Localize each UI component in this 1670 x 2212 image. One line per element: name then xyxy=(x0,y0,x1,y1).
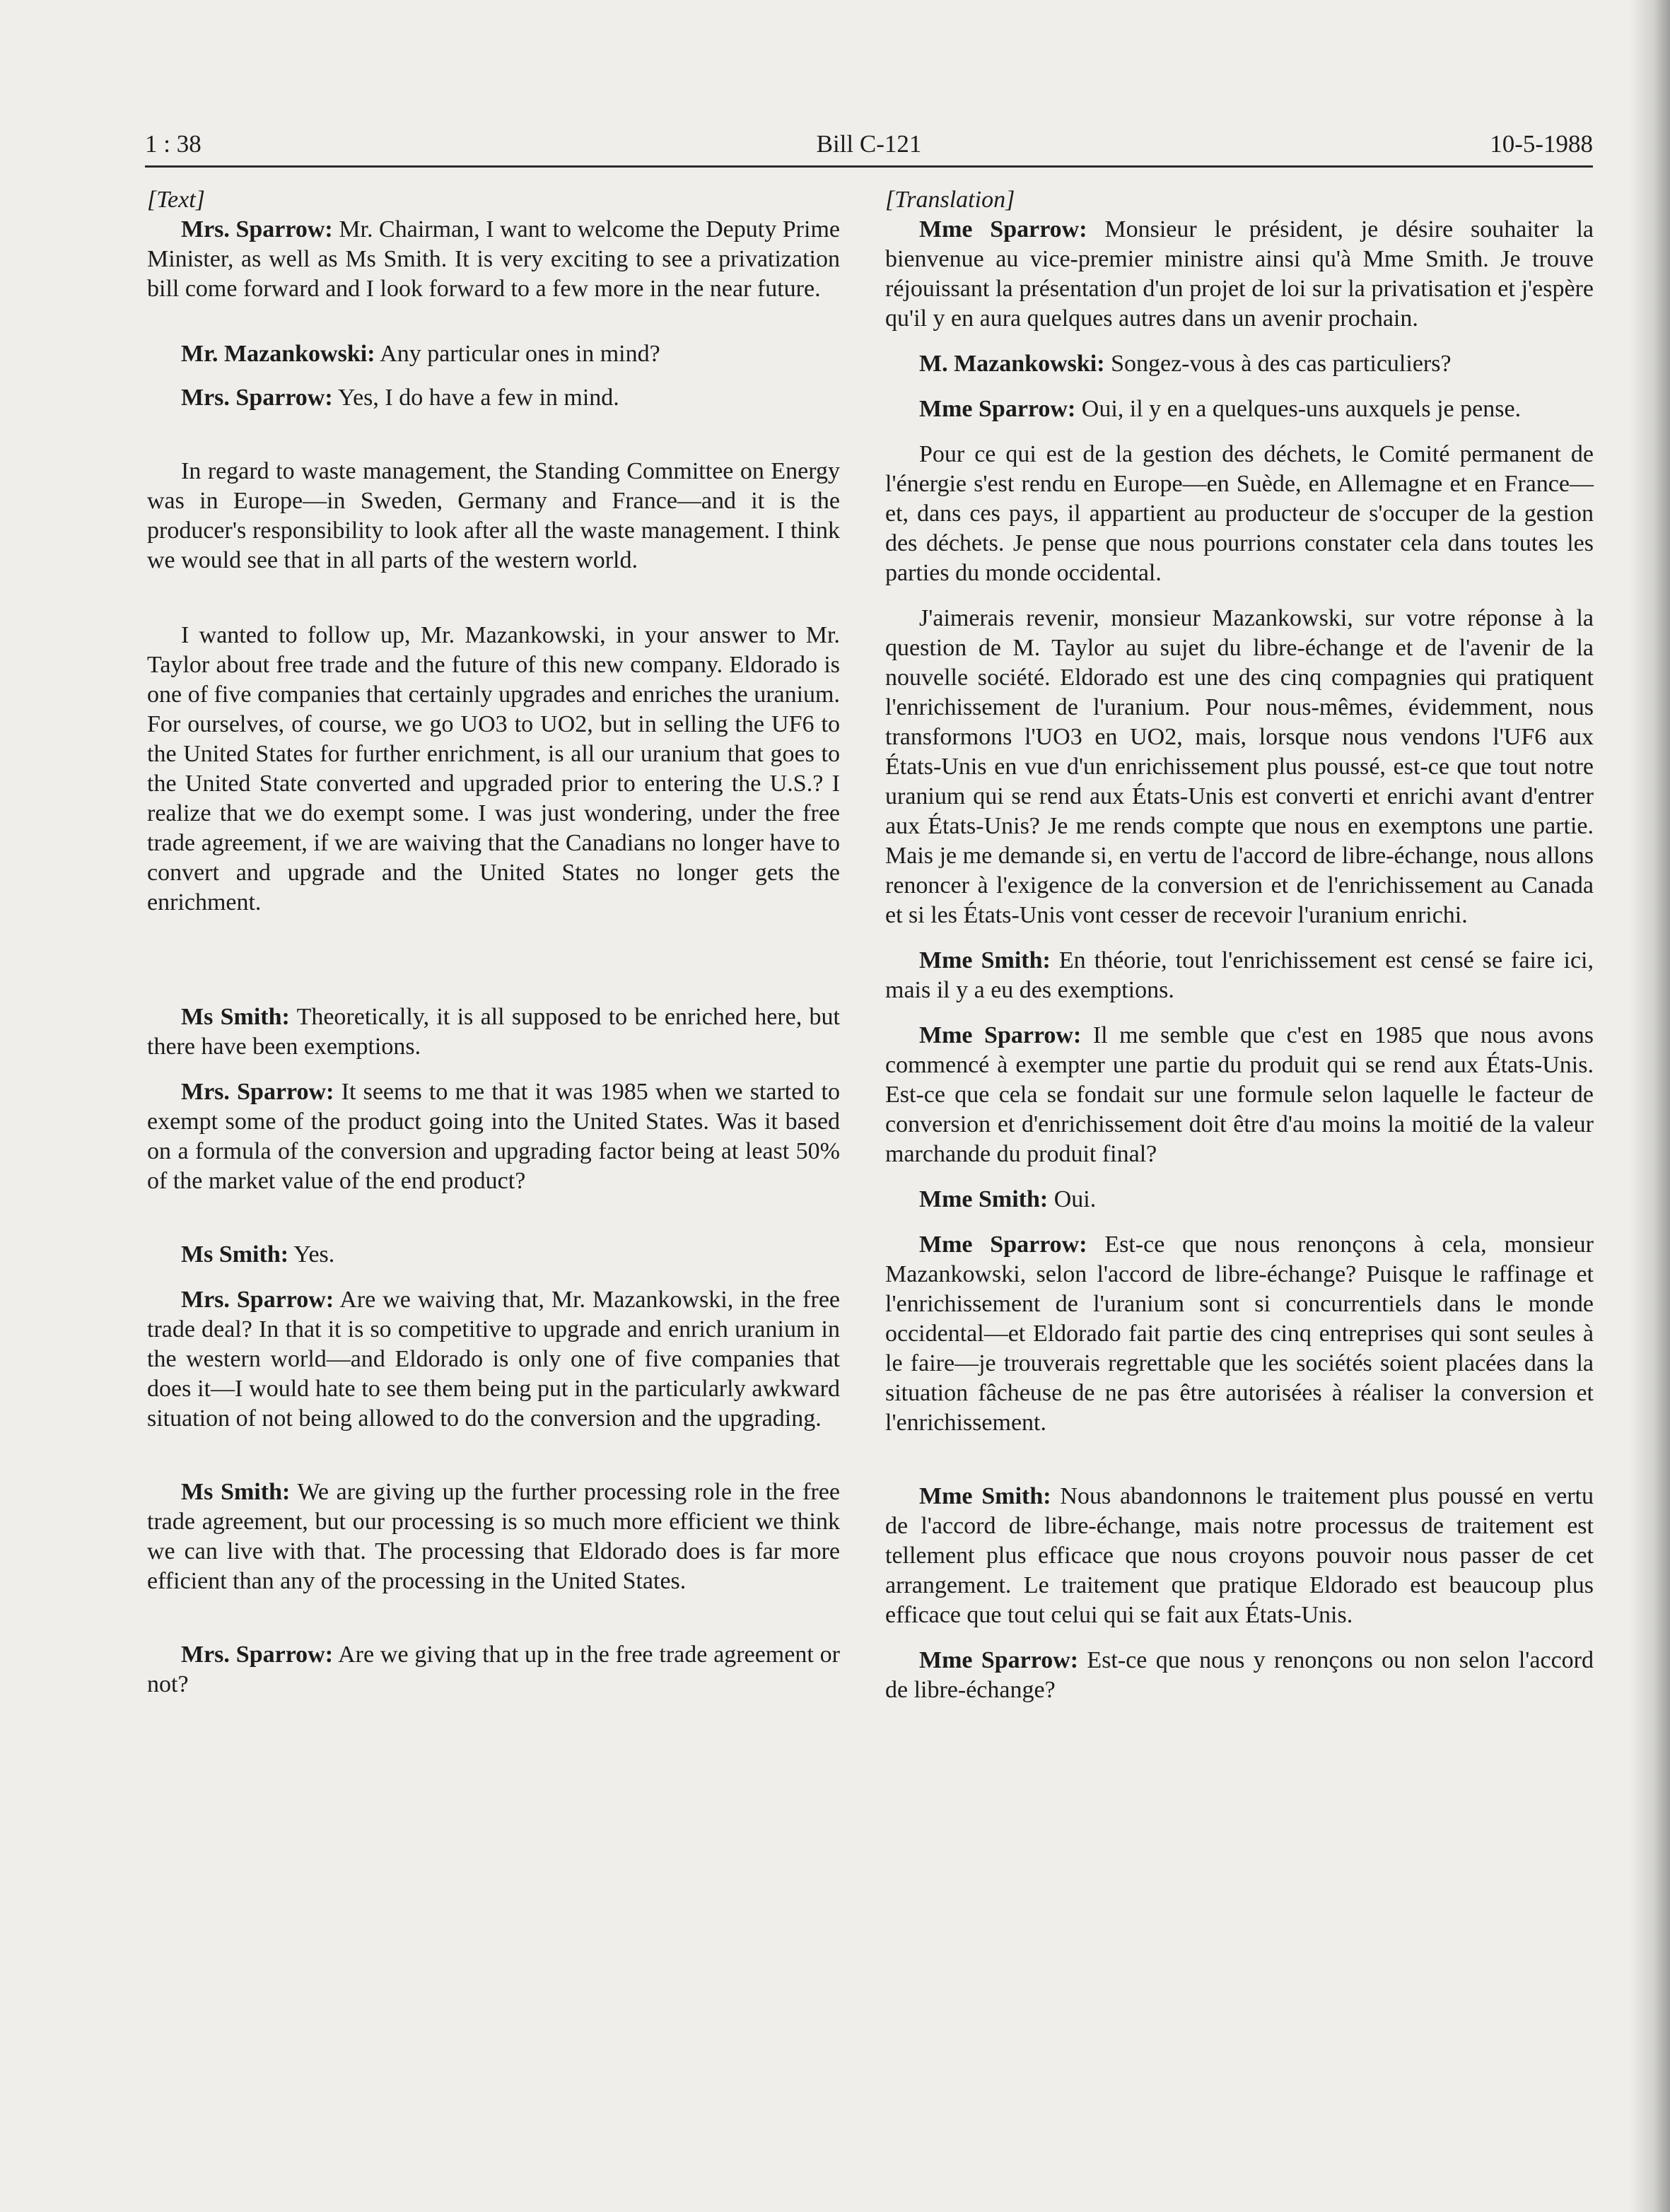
speaker-name: Ms Smith: xyxy=(181,1479,291,1505)
paragraph xyxy=(147,1640,840,1699)
paragraph-text: Yes, I do have a few in mind. xyxy=(332,385,619,411)
paragraph-text: In regard to waste management, the Standing Committee on Energy was in Europe—in Sweden, Germany and France—and it is the producer's responsibility to look after all the waste management. I think we would see that in all parts of the western world. xyxy=(147,458,840,573)
page-number: 1 : 38 xyxy=(145,130,202,158)
paragraph-text: Are we waiving that, Mr. Mazankowski, in the free trade deal? In that it is so competitive to upgrade and enrich uranium in the western world—and Eldorado is only one of five companies that does it—I would hate to see them being put in the particularly awkward situation of not being allowed to do the conversion and the upgrading. xyxy=(147,1287,840,1432)
speaker-name: Mrs. Sparrow: xyxy=(181,1642,334,1668)
paragraph xyxy=(147,339,840,369)
speaker-name: Mme Smith: xyxy=(919,1483,1051,1509)
french-column xyxy=(885,185,1594,1705)
english-column xyxy=(147,185,840,1699)
paragraph-text: Yes. xyxy=(288,1241,335,1268)
paragraph-text: Pour ce qui est de la gestion des déchets, le Comité permanent de l'énergie s'est rendu en Europe—en Suède, en Allemagne et en France—et, dans ces pays, il appartient au producteur de s'occuper de la gestion des déchets. Je pense que nous pourrions constater cela dans toutes les parties du monde occidental. xyxy=(885,441,1594,586)
paragraph xyxy=(147,1077,840,1196)
paragraph-text: Est-ce que nous y renonçons ou non selon l'accord de libre-échange? xyxy=(885,1647,1594,1703)
paragraph xyxy=(885,946,1594,1005)
speaker-name: Mme Sparrow: xyxy=(919,396,1076,422)
paragraph-text: Theoretically, it is all supposed to be enriched here, but there have been exemptions. xyxy=(147,1004,840,1060)
paragraph-text: J'aimerais revenir, monsieur Mazankowski, sur votre réponse à la question de M. Taylor au sujet du libre-échange et de l'avenir de la nouvelle société. Eldorado est une des cinq compagnies qui pratiquent l'enrichissement de l'uranium. Pour nous-mêmes, évidemment, nous transformons l'UO3 en UO2, mais, lorsque nous vendons l'UF6 aux États-Unis en vue d'un enrichissement plus poussé, est-ce que tout notre uranium qui se rend aux États-Unis est converti et enrichi avant d'entrer aux États-Unis? Je me rends compte que nous en exemptons une partie. Mais je me demande si, en vertu de l'accord de libre-échange, nous allons renoncer à l'exigence de la conversion et de l'enrichissement au Canada et si les États-Unis vont cesser de recevoir l'uranium enrichi. xyxy=(885,605,1594,928)
paragraph-text: En théorie, tout l'enrichissement est censé se faire ici, mais il y a eu des exemptions. xyxy=(885,947,1594,1003)
paragraph xyxy=(147,1240,840,1270)
paragraph-text: Oui. xyxy=(1048,1186,1097,1212)
paragraph xyxy=(147,621,840,918)
paragraph xyxy=(885,215,1594,334)
paragraph-text: Mr. Chairman, I want to welcome the Deputy Prime Minister, as well as Ms Smith. It is very exciting to see a privatization bill come forward and I look forward to a few more in the near future. xyxy=(147,216,840,302)
speaker-name: Mrs. Sparrow: xyxy=(181,385,333,411)
paragraph-text: Songez-vous à des cas particuliers? xyxy=(1104,351,1452,377)
paragraph xyxy=(885,1230,1594,1438)
paragraph-text: Nous abandonnons le traitement plus poussé en vertu de l'accord de libre-échange, mais notre processus de traitement est tellement plus efficace que nous croyons pouvoir nous passer de cet arrangement. Le traitement que pratique Eldorado est beaucoup plus efficace que tout celui qui se fait aux États-Unis. xyxy=(885,1483,1594,1628)
paragraph xyxy=(885,440,1594,588)
speaker-name: Mr. Mazankowski: xyxy=(181,341,375,367)
paragraph-text: Oui, il y en a quelques-uns auxquels je pense. xyxy=(1075,396,1522,422)
speaker-name: M. Mazankowski: xyxy=(919,351,1105,377)
speaker-name: Mme Sparrow: xyxy=(919,1647,1079,1673)
speaker-name: Mme Smith: xyxy=(919,1186,1049,1212)
paragraph-text: Il me semble que c'est en 1985 que nous avons commencé à exempter une partie du produit qui se rend aux États-Unis. Est-ce que cela se fondait sur une formule selon laquelle le facteur de conversion et d'enrichissement doit être d'au moins la moitié de la valeur marchande du produit final? xyxy=(885,1022,1594,1167)
paragraph-text: Any particular ones in mind? xyxy=(375,341,660,367)
paragraph xyxy=(147,215,840,304)
paragraph-text: I wanted to follow up, Mr. Mazankowski, in your answer to Mr. Taylor about free trade and the future of this new company. Eldorado is one of five companies that certainly upgrades and enriches the uranium. For ourselves, of course, we go UO3 to UO2, but in selling the UF6 to the United States for further enrichment, is all our uranium that goes to the United State converted and upgraded prior to entering the U.S.? I realize that we do exempt some. I was just wondering, under the free trade agreement, if we are waiving that the Canadians no longer have to convert and upgrade and the United States no longer gets the enrichment. xyxy=(147,622,840,915)
column-label: [Text] xyxy=(147,187,205,213)
column-label: [Translation] xyxy=(885,187,1015,213)
speaker-name: Mrs. Sparrow: xyxy=(181,1287,334,1313)
header-rule xyxy=(145,165,1593,168)
paragraph xyxy=(885,1646,1594,1705)
speaker-name: Mrs. Sparrow: xyxy=(181,216,333,242)
running-header xyxy=(145,124,1593,167)
paragraph xyxy=(885,394,1594,424)
paragraph xyxy=(885,1185,1594,1215)
header-date: 10-5-1988 xyxy=(1490,130,1593,158)
paragraph xyxy=(885,1021,1594,1169)
paragraph xyxy=(147,383,840,413)
speaker-name: Mme Smith: xyxy=(919,947,1051,973)
paragraph-text: Monsieur le président, je désire souhaiter la bienvenue au vice-premier ministre ainsi qu'à Mme Smith. Je trouve réjouissant la présentation d'un projet de loi sur la privatisation et j'espère qu'il y en aura quelques autres dans un avenir prochain. xyxy=(885,216,1594,332)
paragraph xyxy=(885,1482,1594,1630)
paragraph xyxy=(147,1002,840,1062)
paragraph xyxy=(147,1285,840,1434)
speaker-name: Mme Sparrow: xyxy=(919,216,1087,242)
speaker-name: Ms Smith: xyxy=(181,1004,290,1030)
paragraph xyxy=(147,457,840,575)
paragraph xyxy=(885,349,1594,379)
paragraph-text: Est-ce que nous renonçons à cela, monsieur Mazankowski, selon l'accord de libre-échange? Puisque le raffinage et l'enrichissement de l'uranium sont si concurrentiels dans le monde occidental—et Eldorado fait partie des cinq entreprises qui sont seules à le faire—je trouverais regrettable que les sociétés soient placées dans la situation fâcheuse de ne pas être autorisées à réaliser la conversion et l'enrichissement. xyxy=(885,1231,1594,1436)
paragraph-text: We are giving up the further processing role in the free trade agreement, but our processing is so much more efficient we think we can live with that. The processing that Eldorado does is far more efficient than any of the processing in the United States. xyxy=(147,1479,840,1594)
paragraph xyxy=(147,1477,840,1596)
page-edge-shadow xyxy=(1629,0,1670,2212)
speaker-name: Mme Sparrow: xyxy=(919,1022,1082,1048)
paragraph-text: Are we giving that up in the free trade agreement or not? xyxy=(147,1642,840,1697)
paragraph-text: It seems to me that it was 1985 when we started to exempt some of the product going into the United States. Was it based on a formula of the conversion and upgrading factor being at least 50% of the market value of the end product? xyxy=(147,1079,840,1194)
paragraph xyxy=(885,604,1594,930)
speaker-name: Ms Smith: xyxy=(181,1241,289,1268)
speaker-name: Mme Sparrow: xyxy=(919,1231,1087,1258)
document-title: Bill C-121 xyxy=(816,130,922,158)
speaker-name: Mrs. Sparrow: xyxy=(181,1079,334,1105)
